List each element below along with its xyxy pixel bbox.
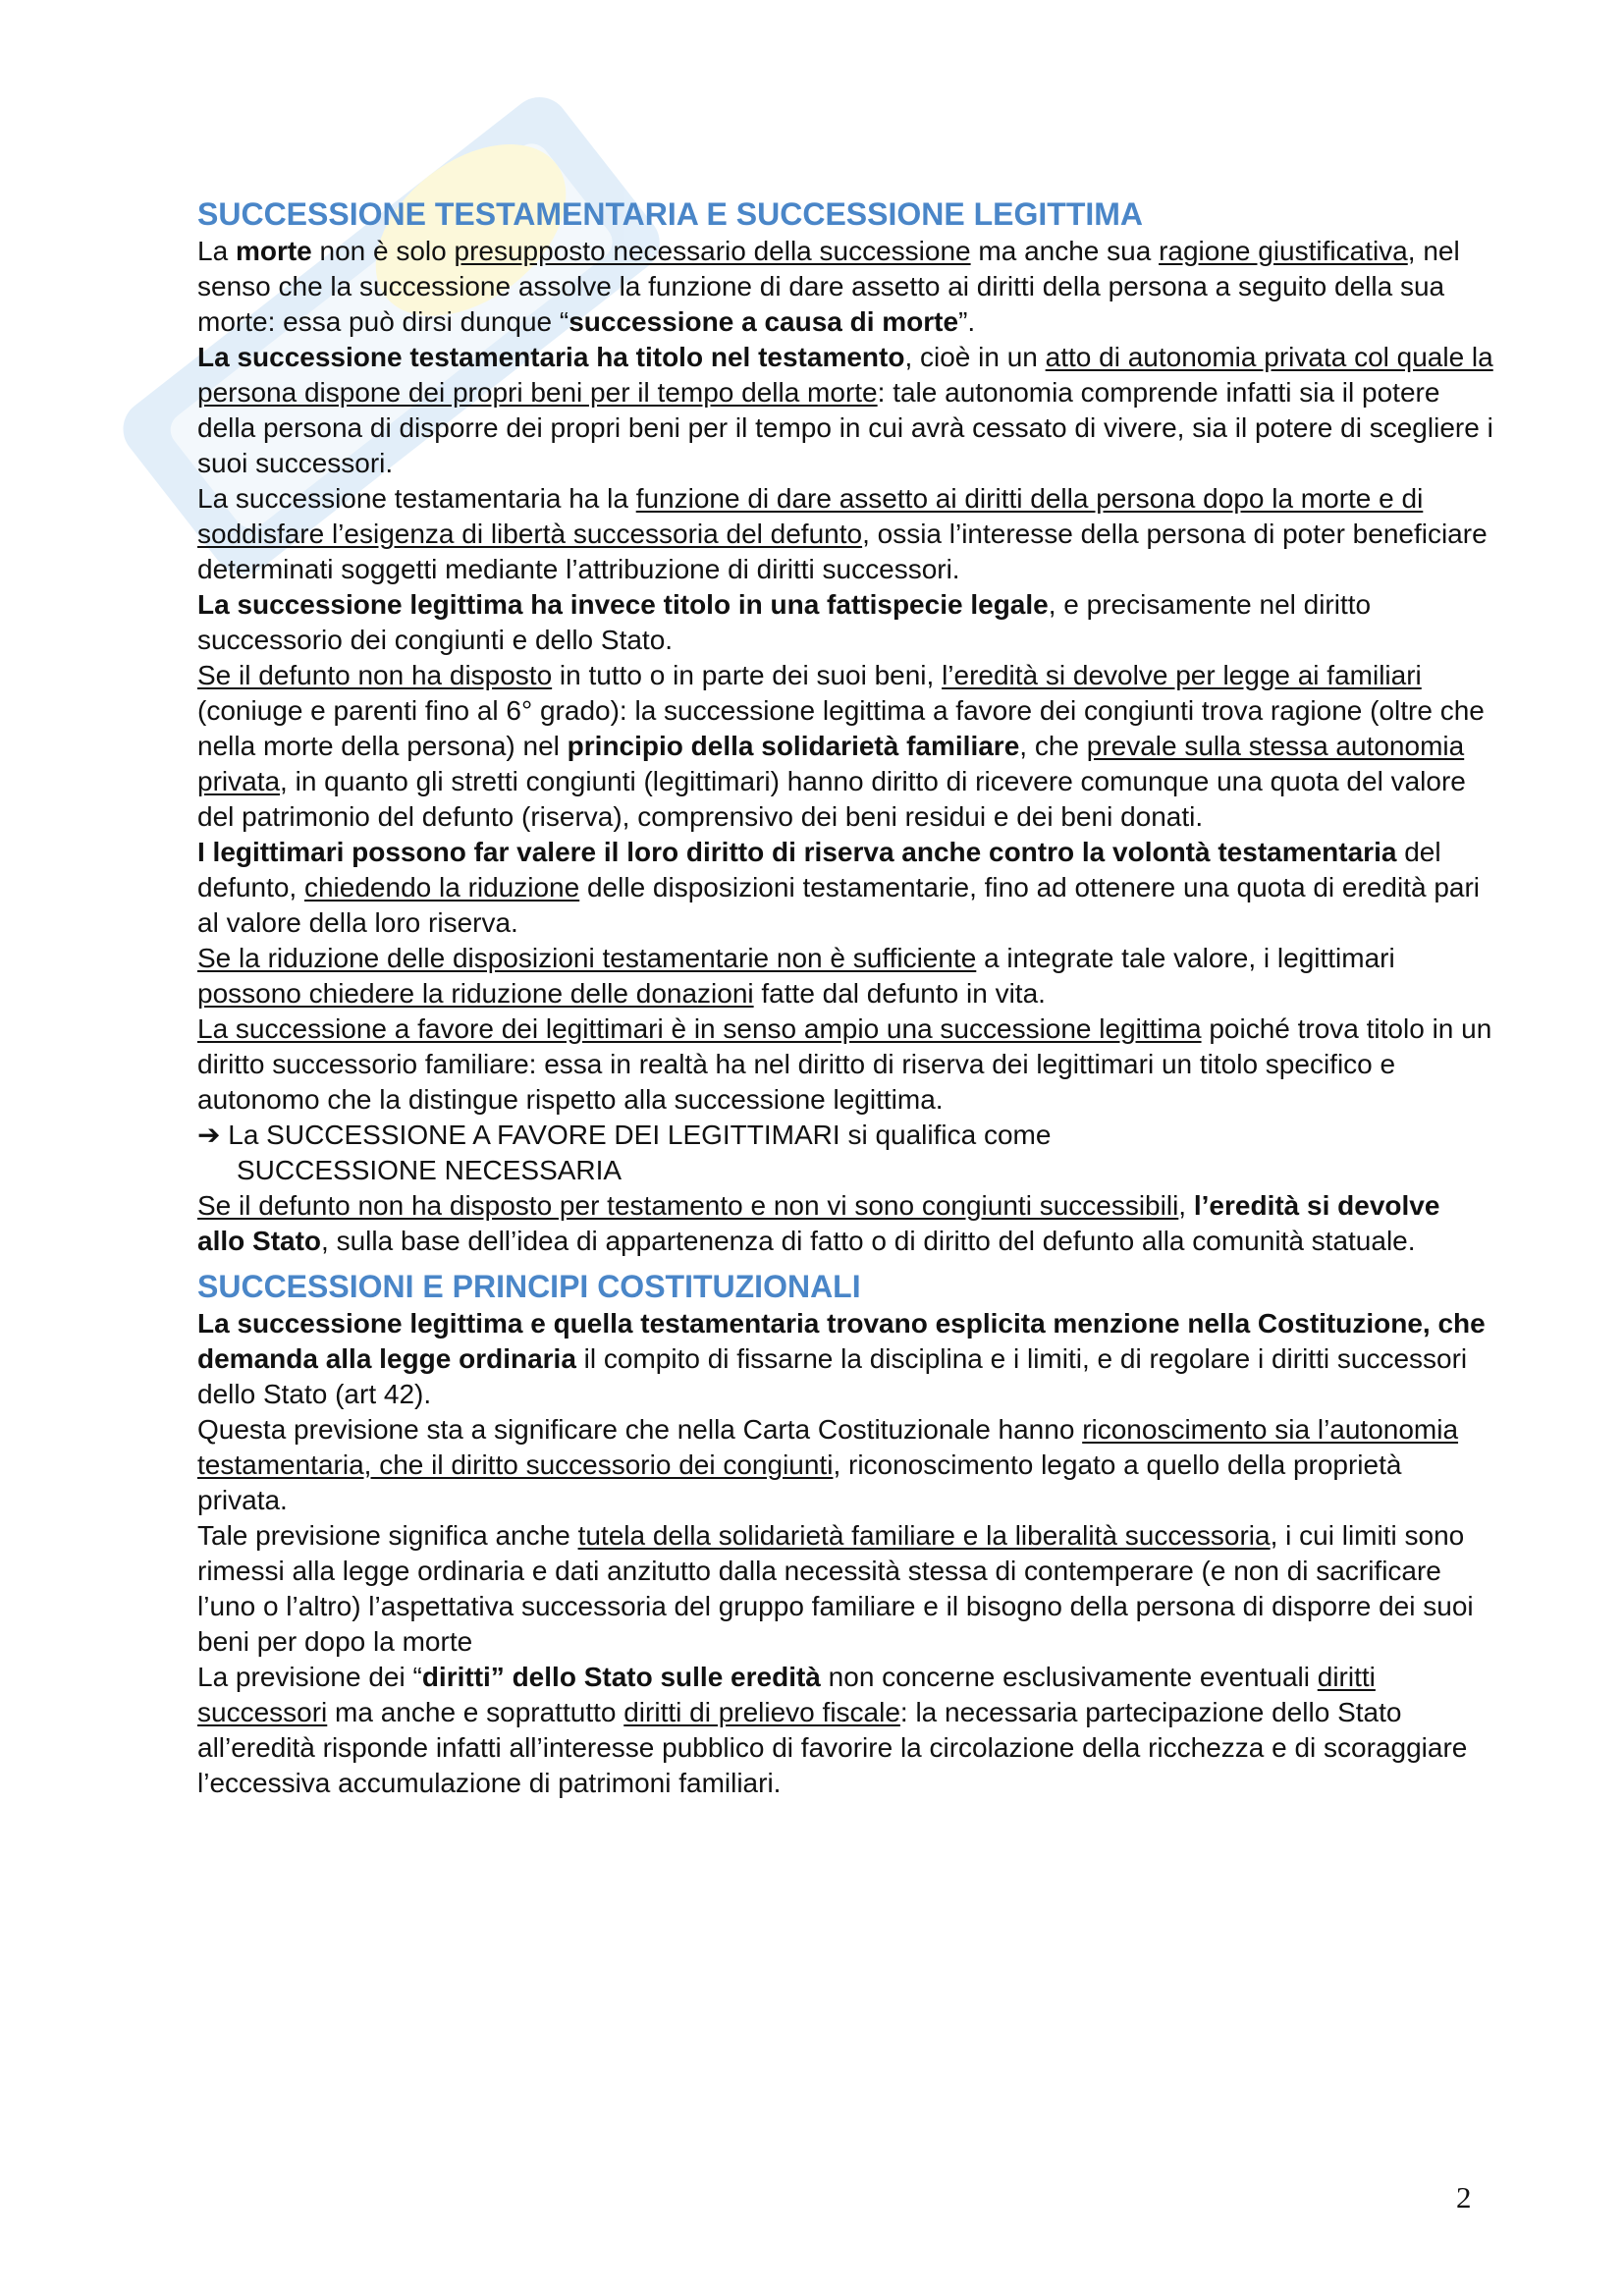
arrow-icon: ➔: [197, 1120, 221, 1150]
paragraph: Se il defunto non ha disposto per testamento e non vi sono congiunti successibili, l’eredità si devolve allo Stato, sulla base dell’idea di appartenenza di fatto o di diritto del defunto alla comunità statuale.: [197, 1190, 1440, 1256]
paragraph: La morte non è solo presupposto necessario della successione ma anche sua ragione giustificativa, nel senso che la successione assolve la funzione di dare assetto ai diritti della persona a seguito della sua morte: essa può dirsi dunque “successione a causa di morte”.: [197, 236, 1460, 337]
paragraph: Se il defunto non ha disposto in tutto o in parte dei suoi beni, l’eredità si devolve per legge ai familiari (coniuge e parenti fino al 6° grado): la successione legittima a favore dei congiunti trova ragione (oltre che nella morte della persona) nel principio della solidarietà familiare, che prevale sulla stessa autonomia privata, in quanto gli stretti congiunti (legittimari) hanno diritto di ricevere comunque una quota del valore del patrimonio del defunto (riserva), comprensivo dei beni residui e dei beni donati.: [197, 660, 1485, 832]
paragraph: La successione testamentaria ha la funzione di dare assetto ai diritti della persona dopo la morte e di soddisfare l’esigenza di libertà successoria del defunto, ossia l’interesse della persona di poter beneficiare determinati soggetti mediante l’attribuzione di diritti successori.: [197, 483, 1488, 584]
page-number: 2: [1456, 2180, 1472, 2214]
paragraph: Tale previsione significa anche tutela della solidarietà familiare e la liberalità successoria, i cui limiti sono rimessi alla legge ordinaria e dati anzitutto dalla necessità stessa di contemperare (e non di sacrificare l’uno o l’altro) l’aspettativa successoria del gruppo familiare e il bisogno della persona di disporre dei suoi beni per dopo la morte: [197, 1520, 1474, 1657]
paragraph: I legittimari possono far valere il loro diritto di riserva anche contro la volontà testamentaria del defunto, chiedendo la riduzione delle disposizioni testamentarie, fino ad ottenere una quota di eredità pari al valore della loro riserva.: [197, 837, 1481, 938]
paragraph: La successione testamentaria ha titolo nel testamento, cioè in un atto di autonomia privata col quale la persona dispone dei propri beni per il tempo della morte: tale autonomia comprende infatti sia il potere della persona di disporre dei propri beni per il tempo in cui avrà cessato di vivere, sia il potere di scegliere i suoi successori.: [197, 342, 1493, 478]
paragraph: La previsione dei “diritti” dello Stato sulle eredità non concerne esclusivamente eventuali diritti successori ma anche e soprattutto diritti di prelievo fiscale: la necessaria partecipazione dello Stato all’eredità risponde infatti all’interesse pubblico di favorire la circolazione della ricchezza e di scoraggiare l’eccessiva accumulazione di patrimoni familiari.: [197, 1662, 1468, 1798]
paragraph: La successione a favore dei legittimari è in senso ampio una successione legittima poiché trova titolo in un diritto successorio familiare: essa in realtà ha nel diritto di riserva dei legittimari un titolo specifico e autonomo che la distingue rispetto alla successione legittima.: [197, 1013, 1492, 1115]
section-title-successione: SUCCESSIONE TESTAMENTARIA E SUCCESSIONE LEGITTIMA: [197, 196, 1144, 232]
arrow-list-item: ➔ La SUCCESSIONE A FAVORE DEI LEGITTIMARI si qualifica come SUCCESSIONE NECESSARIA: [197, 1120, 1052, 1185]
paragraph: La successione legittima e quella testamentaria trovano esplicita menzione nella Costituzione, che demanda alla legge ordinaria il compito di fissarne la disciplina e i limiti, e di regolare i diritti successori dello Stato (art 42).: [197, 1308, 1486, 1409]
paragraph: La successione legittima ha invece titolo in una fattispecie legale, e precisamente nel diritto successorio dei congiunti e dello Stato.: [197, 589, 1372, 655]
paragraph: Questa previsione sta a significare che nella Carta Costituzionale hanno riconoscimento sia l’autonomia testamentaria, che il diritto successorio dei congiunti, riconoscimento legato a quello della proprietà privata.: [197, 1414, 1459, 1515]
section-title-principi: SUCCESSIONI E PRINCIPI COSTITUZIONALI: [197, 1269, 861, 1304]
paragraph: Se la riduzione delle disposizioni testamentarie non è sufficiente a integrate tale valore, i legittimari possono chiedere la riduzione delle donazioni fatte dal defunto in vita.: [197, 943, 1395, 1009]
document-body: [197, 194, 1493, 1801]
